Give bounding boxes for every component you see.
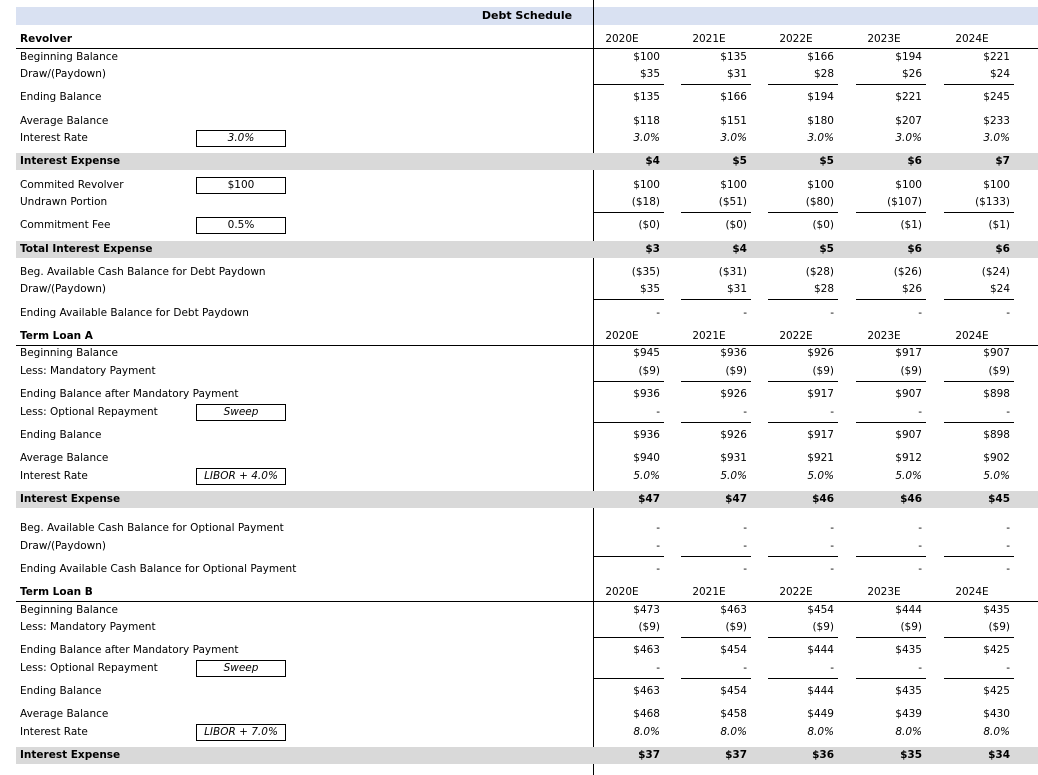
value-cell: $444 bbox=[895, 604, 922, 616]
assumption-input-cell[interactable]: 3.0% bbox=[196, 130, 286, 147]
value-cell: ($0) bbox=[812, 219, 834, 231]
table-row bbox=[16, 683, 1038, 700]
subtotal-underline bbox=[594, 422, 664, 423]
value-cell: $936 bbox=[720, 347, 747, 359]
table-row bbox=[16, 89, 1038, 106]
year-header: 2020E bbox=[605, 586, 639, 598]
value-cell: $7 bbox=[995, 155, 1010, 167]
table-row bbox=[16, 561, 1038, 578]
value-cell: - bbox=[830, 662, 834, 674]
subtotal-underline bbox=[856, 556, 926, 557]
value-cell: - bbox=[1006, 662, 1010, 674]
row-label: Average Balance bbox=[20, 452, 109, 464]
row-label: Undrawn Portion bbox=[20, 196, 108, 208]
assumption-input-cell[interactable]: Sweep bbox=[196, 660, 286, 677]
subtotal-underline bbox=[768, 422, 838, 423]
value-cell: $100 bbox=[720, 179, 747, 191]
value-cell: $926 bbox=[807, 347, 834, 359]
subtotal-underline bbox=[944, 556, 1014, 557]
row-label: Beg. Available Cash Balance for Debt Paydown bbox=[20, 266, 266, 278]
year-header: 2023E bbox=[867, 33, 901, 45]
subtotal-underline bbox=[594, 212, 664, 213]
table-row bbox=[16, 177, 1038, 194]
table-row bbox=[16, 747, 1038, 764]
table-row bbox=[16, 450, 1038, 467]
value-cell: ($9) bbox=[812, 365, 834, 377]
subtotal-underline bbox=[856, 299, 926, 300]
value-cell: 5.0% bbox=[807, 470, 834, 482]
table-row bbox=[16, 363, 1038, 380]
subtotal-underline bbox=[768, 381, 838, 382]
value-cell: $100 bbox=[633, 179, 660, 191]
subtotal-underline bbox=[594, 556, 664, 557]
value-cell: $194 bbox=[895, 51, 922, 63]
row-label: Beginning Balance bbox=[20, 51, 119, 63]
row-label: Less: Mandatory Payment bbox=[20, 621, 156, 633]
value-cell: $31 bbox=[726, 68, 747, 80]
table-row bbox=[16, 642, 1038, 659]
row-label: Less: Optional Repayment bbox=[20, 406, 158, 418]
value-cell: - bbox=[1006, 406, 1010, 418]
value-cell: ($1) bbox=[900, 219, 922, 231]
subtotal-underline bbox=[768, 84, 838, 85]
row-label: Total Interest Expense bbox=[20, 243, 153, 255]
value-cell: $907 bbox=[895, 429, 922, 441]
value-cell: ($133) bbox=[975, 196, 1010, 208]
value-cell: 5.0% bbox=[895, 470, 922, 482]
table-row bbox=[16, 241, 1038, 258]
value-cell: 3.0% bbox=[807, 132, 834, 144]
subtotal-underline bbox=[768, 212, 838, 213]
value-cell: $898 bbox=[983, 388, 1010, 400]
value-cell: $151 bbox=[720, 115, 747, 127]
value-cell: $917 bbox=[807, 429, 834, 441]
value-cell: ($80) bbox=[805, 196, 834, 208]
term-loan-a-header-row bbox=[16, 328, 1038, 346]
value-cell: 3.0% bbox=[633, 132, 660, 144]
year-header: 2024E bbox=[955, 586, 989, 598]
value-cell: - bbox=[743, 662, 747, 674]
row-label: Commited Revolver bbox=[20, 179, 124, 191]
value-cell: 3.0% bbox=[895, 132, 922, 144]
value-cell: $463 bbox=[633, 685, 660, 697]
subtotal-underline bbox=[856, 422, 926, 423]
table-row bbox=[16, 305, 1038, 322]
value-cell: - bbox=[830, 522, 834, 534]
value-cell: $940 bbox=[633, 452, 660, 464]
value-cell: $463 bbox=[633, 644, 660, 656]
section-title: Term Loan B bbox=[20, 586, 93, 598]
value-cell: $907 bbox=[983, 347, 1010, 359]
value-cell: $454 bbox=[807, 604, 834, 616]
table-row bbox=[16, 386, 1038, 403]
value-cell: 8.0% bbox=[983, 726, 1010, 738]
value-cell: - bbox=[1006, 540, 1010, 552]
section-title: Term Loan A bbox=[20, 330, 93, 342]
table-row bbox=[16, 468, 1038, 485]
value-cell: $926 bbox=[720, 388, 747, 400]
value-cell: ($1) bbox=[988, 219, 1010, 231]
row-label: Less: Mandatory Payment bbox=[20, 365, 156, 377]
subtotal-underline bbox=[594, 84, 664, 85]
subtotal-underline bbox=[681, 678, 751, 679]
value-cell: ($9) bbox=[988, 621, 1010, 633]
value-cell: $4 bbox=[645, 155, 660, 167]
value-cell: $917 bbox=[807, 388, 834, 400]
row-label: Draw/(Paydown) bbox=[20, 68, 106, 80]
subtotal-underline bbox=[944, 678, 1014, 679]
value-cell: ($9) bbox=[812, 621, 834, 633]
value-cell: - bbox=[743, 522, 747, 534]
value-cell: ($28) bbox=[805, 266, 834, 278]
table-row bbox=[16, 724, 1038, 741]
value-cell: $37 bbox=[725, 749, 747, 761]
value-cell: $945 bbox=[633, 347, 660, 359]
term-loan-b-header-row bbox=[16, 584, 1038, 602]
subtotal-underline bbox=[594, 678, 664, 679]
year-header: 2023E bbox=[867, 330, 901, 342]
assumption-input-cell[interactable]: $100 bbox=[196, 177, 286, 194]
value-cell: $458 bbox=[720, 708, 747, 720]
value-cell: $444 bbox=[807, 644, 834, 656]
row-label: Ending Balance bbox=[20, 91, 102, 103]
table-row bbox=[16, 602, 1038, 619]
value-cell: $917 bbox=[895, 347, 922, 359]
year-header: 2022E bbox=[779, 586, 813, 598]
value-cell: $37 bbox=[638, 749, 660, 761]
value-cell: $166 bbox=[720, 91, 747, 103]
table-row bbox=[16, 281, 1038, 298]
value-cell: $898 bbox=[983, 429, 1010, 441]
value-cell: ($18) bbox=[631, 196, 660, 208]
value-cell: - bbox=[918, 522, 922, 534]
subtotal-underline bbox=[594, 637, 664, 638]
value-cell: $444 bbox=[807, 685, 834, 697]
value-cell: $100 bbox=[983, 179, 1010, 191]
value-cell: $931 bbox=[720, 452, 747, 464]
subtotal-underline bbox=[681, 422, 751, 423]
row-label: Commitment Fee bbox=[20, 219, 111, 231]
subtotal-underline bbox=[768, 556, 838, 557]
value-cell: $463 bbox=[720, 604, 747, 616]
table-row bbox=[16, 113, 1038, 130]
row-label: Ending Available Cash Balance for Optional Payment bbox=[20, 563, 297, 575]
table-row bbox=[16, 520, 1038, 537]
value-cell: 3.0% bbox=[983, 132, 1010, 144]
value-cell: $907 bbox=[895, 388, 922, 400]
subtotal-underline bbox=[681, 212, 751, 213]
row-label: Interest Rate bbox=[20, 470, 88, 482]
sheet-title: Debt Schedule bbox=[16, 7, 1038, 25]
table-row bbox=[16, 345, 1038, 362]
value-cell: $926 bbox=[720, 429, 747, 441]
value-cell: $6 bbox=[907, 155, 922, 167]
value-cell: $24 bbox=[989, 283, 1010, 295]
value-cell: $100 bbox=[633, 51, 660, 63]
subtotal-underline bbox=[944, 381, 1014, 382]
year-header: 2021E bbox=[692, 33, 726, 45]
row-label: Average Balance bbox=[20, 708, 109, 720]
row-label: Average Balance bbox=[20, 115, 109, 127]
value-cell: $221 bbox=[895, 91, 922, 103]
subtotal-underline bbox=[681, 637, 751, 638]
subtotal-underline bbox=[768, 637, 838, 638]
table-row bbox=[16, 660, 1038, 677]
value-cell: ($9) bbox=[725, 621, 747, 633]
value-cell: $5 bbox=[819, 243, 834, 255]
value-cell: $6 bbox=[907, 243, 922, 255]
value-cell: $180 bbox=[807, 115, 834, 127]
value-cell: $34 bbox=[988, 749, 1010, 761]
value-cell: 5.0% bbox=[720, 470, 747, 482]
value-cell: - bbox=[743, 540, 747, 552]
value-cell: - bbox=[1006, 563, 1010, 575]
value-cell: - bbox=[743, 563, 747, 575]
row-label: Less: Optional Repayment bbox=[20, 662, 158, 674]
value-cell: $26 bbox=[901, 68, 922, 80]
value-cell: $5 bbox=[819, 155, 834, 167]
value-cell: ($9) bbox=[638, 621, 660, 633]
row-label: Interest Rate bbox=[20, 726, 88, 738]
value-cell: $3 bbox=[645, 243, 660, 255]
subtotal-underline bbox=[681, 556, 751, 557]
value-cell: $454 bbox=[720, 644, 747, 656]
value-cell: $26 bbox=[901, 283, 922, 295]
revolver-header-row bbox=[16, 31, 1038, 49]
row-label: Beginning Balance bbox=[20, 347, 119, 359]
row-label: Draw/(Paydown) bbox=[20, 540, 106, 552]
value-cell: $221 bbox=[983, 51, 1010, 63]
table-row bbox=[16, 153, 1038, 170]
value-cell: $36 bbox=[812, 749, 834, 761]
table-row bbox=[16, 49, 1038, 66]
value-cell: 8.0% bbox=[720, 726, 747, 738]
value-cell: - bbox=[656, 406, 660, 418]
year-header: 2022E bbox=[779, 330, 813, 342]
assumption-input-cell[interactable]: LIBOR + 7.0% bbox=[196, 724, 286, 741]
value-cell: $454 bbox=[720, 685, 747, 697]
value-cell: $46 bbox=[900, 493, 922, 505]
table-row bbox=[16, 706, 1038, 723]
subtotal-underline bbox=[944, 422, 1014, 423]
value-cell: ($107) bbox=[887, 196, 922, 208]
value-cell: - bbox=[656, 522, 660, 534]
value-cell: $936 bbox=[633, 429, 660, 441]
section-title: Revolver bbox=[20, 33, 73, 45]
value-cell: $936 bbox=[633, 388, 660, 400]
value-cell: 5.0% bbox=[983, 470, 1010, 482]
value-cell: $24 bbox=[989, 68, 1010, 80]
value-cell: $902 bbox=[983, 452, 1010, 464]
table-row bbox=[16, 619, 1038, 636]
value-cell: - bbox=[1006, 522, 1010, 534]
value-cell: $245 bbox=[983, 91, 1010, 103]
value-cell: 8.0% bbox=[895, 726, 922, 738]
assumption-input-cell[interactable]: Sweep bbox=[196, 404, 286, 421]
value-cell: ($35) bbox=[631, 266, 660, 278]
value-cell: $100 bbox=[895, 179, 922, 191]
assumption-input-cell[interactable]: LIBOR + 4.0% bbox=[196, 468, 286, 485]
row-label: Draw/(Paydown) bbox=[20, 283, 106, 295]
row-label: Ending Balance after Mandatory Payment bbox=[20, 644, 239, 656]
subtotal-underline bbox=[944, 299, 1014, 300]
table-row bbox=[16, 217, 1038, 234]
subtotal-underline bbox=[944, 212, 1014, 213]
value-cell: $118 bbox=[633, 115, 660, 127]
value-cell: - bbox=[830, 406, 834, 418]
year-header: 2020E bbox=[605, 330, 639, 342]
row-label: Interest Rate bbox=[20, 132, 88, 144]
row-label: Beginning Balance bbox=[20, 604, 119, 616]
value-cell: - bbox=[918, 563, 922, 575]
value-cell: $35 bbox=[639, 68, 660, 80]
value-cell: - bbox=[1006, 307, 1010, 319]
value-cell: $439 bbox=[895, 708, 922, 720]
year-header: 2023E bbox=[867, 586, 901, 598]
subtotal-underline bbox=[856, 84, 926, 85]
value-cell: - bbox=[743, 406, 747, 418]
value-cell: ($0) bbox=[725, 219, 747, 231]
table-row bbox=[16, 538, 1038, 555]
value-cell: $6 bbox=[995, 243, 1010, 255]
value-cell: - bbox=[918, 662, 922, 674]
value-cell: $233 bbox=[983, 115, 1010, 127]
row-label: Ending Balance bbox=[20, 429, 102, 441]
value-cell: - bbox=[656, 662, 660, 674]
value-cell: $435 bbox=[895, 685, 922, 697]
table-row bbox=[16, 194, 1038, 211]
value-cell: $35 bbox=[639, 283, 660, 295]
value-cell: - bbox=[918, 540, 922, 552]
subtotal-underline bbox=[856, 381, 926, 382]
row-label: Ending Balance after Mandatory Payment bbox=[20, 388, 239, 400]
value-cell: $449 bbox=[807, 708, 834, 720]
subtotal-underline bbox=[768, 678, 838, 679]
value-cell: - bbox=[918, 307, 922, 319]
value-cell: $31 bbox=[726, 283, 747, 295]
subtotal-underline bbox=[681, 299, 751, 300]
value-cell: $28 bbox=[813, 283, 834, 295]
row-label: Interest Expense bbox=[20, 155, 121, 167]
value-cell: - bbox=[830, 563, 834, 575]
row-label: Beg. Available Cash Balance for Optional Payment bbox=[20, 522, 284, 534]
value-cell: - bbox=[656, 540, 660, 552]
value-cell: - bbox=[830, 307, 834, 319]
table-row bbox=[16, 491, 1038, 508]
table-row bbox=[16, 264, 1038, 281]
value-cell: - bbox=[656, 563, 660, 575]
value-cell: 8.0% bbox=[633, 726, 660, 738]
table-row bbox=[16, 130, 1038, 147]
value-cell: $912 bbox=[895, 452, 922, 464]
value-cell: $430 bbox=[983, 708, 1010, 720]
value-cell: ($9) bbox=[638, 365, 660, 377]
subtotal-underline bbox=[944, 84, 1014, 85]
value-cell: $100 bbox=[807, 179, 834, 191]
year-header: 2021E bbox=[692, 586, 726, 598]
value-cell: ($9) bbox=[900, 621, 922, 633]
subtotal-underline bbox=[681, 381, 751, 382]
value-cell: - bbox=[918, 406, 922, 418]
value-cell: $4 bbox=[732, 243, 747, 255]
value-cell: - bbox=[743, 307, 747, 319]
value-cell: 8.0% bbox=[807, 726, 834, 738]
subtotal-underline bbox=[944, 637, 1014, 638]
subtotal-underline bbox=[856, 637, 926, 638]
value-cell: ($9) bbox=[725, 365, 747, 377]
value-cell: ($9) bbox=[988, 365, 1010, 377]
value-cell: $166 bbox=[807, 51, 834, 63]
value-cell: $28 bbox=[813, 68, 834, 80]
value-cell: $47 bbox=[725, 493, 747, 505]
subtotal-underline bbox=[594, 299, 664, 300]
value-cell: - bbox=[656, 307, 660, 319]
value-cell: $921 bbox=[807, 452, 834, 464]
value-cell: $45 bbox=[988, 493, 1010, 505]
value-cell: $194 bbox=[807, 91, 834, 103]
value-cell: $35 bbox=[900, 749, 922, 761]
row-label: Interest Expense bbox=[20, 749, 121, 761]
row-label: Ending Available Balance for Debt Paydown bbox=[20, 307, 249, 319]
row-label: Interest Expense bbox=[20, 493, 121, 505]
assumption-input-cell[interactable]: 0.5% bbox=[196, 217, 286, 234]
value-cell: ($9) bbox=[900, 365, 922, 377]
value-cell: ($0) bbox=[638, 219, 660, 231]
table-row bbox=[16, 427, 1038, 444]
value-cell: 3.0% bbox=[720, 132, 747, 144]
subtotal-underline bbox=[768, 299, 838, 300]
value-cell: ($24) bbox=[981, 266, 1010, 278]
value-cell: $46 bbox=[812, 493, 834, 505]
value-cell: $425 bbox=[983, 685, 1010, 697]
table-row bbox=[16, 404, 1038, 421]
value-cell: $135 bbox=[633, 91, 660, 103]
subtotal-underline bbox=[594, 381, 664, 382]
year-header: 2020E bbox=[605, 33, 639, 45]
year-header: 2022E bbox=[779, 33, 813, 45]
year-header: 2021E bbox=[692, 330, 726, 342]
value-cell: ($51) bbox=[718, 196, 747, 208]
value-cell: $47 bbox=[638, 493, 660, 505]
table-row bbox=[16, 66, 1038, 83]
year-header: 2024E bbox=[955, 33, 989, 45]
value-cell: $207 bbox=[895, 115, 922, 127]
value-cell: 5.0% bbox=[633, 470, 660, 482]
subtotal-underline bbox=[856, 212, 926, 213]
value-cell: ($31) bbox=[718, 266, 747, 278]
row-label: Ending Balance bbox=[20, 685, 102, 697]
value-cell: - bbox=[830, 540, 834, 552]
value-cell: $435 bbox=[983, 604, 1010, 616]
value-cell: ($26) bbox=[893, 266, 922, 278]
value-cell: $473 bbox=[633, 604, 660, 616]
subtotal-underline bbox=[856, 678, 926, 679]
value-cell: $425 bbox=[983, 644, 1010, 656]
value-cell: $435 bbox=[895, 644, 922, 656]
value-cell: $5 bbox=[732, 155, 747, 167]
year-header: 2024E bbox=[955, 330, 989, 342]
value-cell: $468 bbox=[633, 708, 660, 720]
subtotal-underline bbox=[681, 84, 751, 85]
value-cell: $135 bbox=[720, 51, 747, 63]
